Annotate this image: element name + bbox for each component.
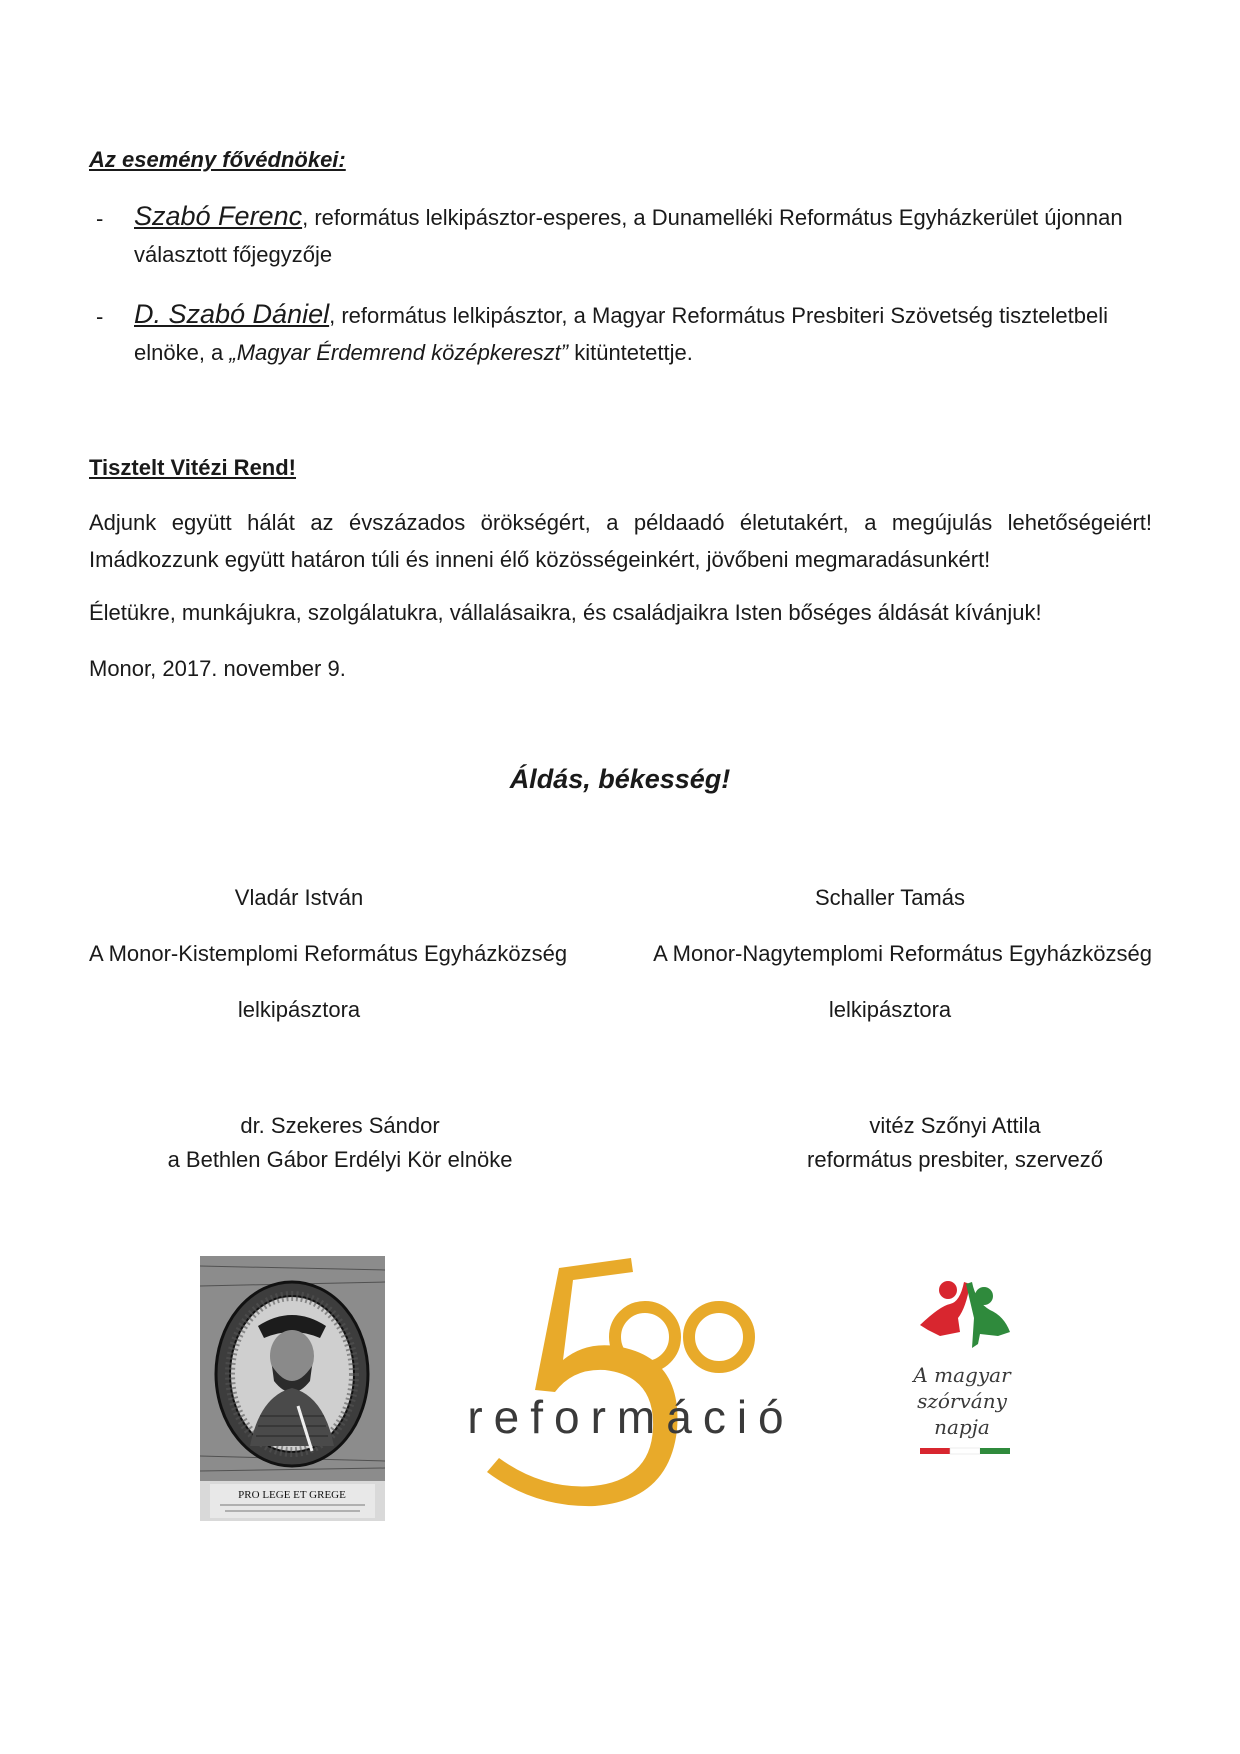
patron-description: , református lelkipásztor-esperes, a Dunamelléki Református Egyházkerület újonnan bbox=[302, 205, 1123, 230]
signature-block-right-2 bbox=[730, 1109, 1180, 1177]
reformation-500-logo bbox=[455, 1250, 800, 1520]
digit-five-shape bbox=[487, 1258, 677, 1506]
patron-name: D. Szabó Dániel bbox=[134, 299, 330, 329]
reformation-word: reformáció bbox=[467, 1391, 795, 1443]
signer-name: vitéz Szőnyi Attila bbox=[869, 1113, 1041, 1138]
bullet-dash: - bbox=[96, 206, 104, 231]
signer-role: református presbiter, szervező bbox=[807, 1147, 1103, 1172]
portrait-engraving-icon bbox=[200, 1256, 385, 1521]
greeting-paragraph-1: Adjunk együtt hálát az évszázados örökségért, a példaadó életutakért, a megújulás lehetőségeiért! Imádkozzunk együtt határon túli és inneni élő közösségeinkért, jövőbeni megmaradásunkért! bbox=[89, 510, 1152, 572]
signature-block-left bbox=[89, 883, 584, 1025]
signature-block-left-2 bbox=[140, 1109, 540, 1177]
portrait-caption: PRO LEGE ET GREGE bbox=[238, 1489, 346, 1501]
signer-role: lelkipásztora bbox=[828, 997, 952, 1022]
signer-role: a Bethlen Gábor Erdélyi Kör elnöke bbox=[167, 1147, 513, 1172]
signature-block-right bbox=[630, 883, 1152, 1025]
patron-item-2 bbox=[134, 296, 1152, 371]
patron-description: , református lelkipásztor, a Magyar Református Presbiteri Szövetség tiszteletbeli bbox=[329, 303, 1108, 328]
place-date: Monor, 2017. november 9. bbox=[89, 656, 346, 681]
award-name: „Magyar Érdemrend középkereszt” bbox=[229, 340, 569, 365]
patrons-heading: Az esemény fővédnökei: bbox=[89, 147, 346, 172]
signer-org: A Monor-Kistemplomi Református Egyházközség bbox=[89, 941, 568, 966]
diaspora-text-1: A magyar bbox=[913, 1363, 1011, 1387]
patron-item-1 bbox=[134, 198, 1152, 273]
patron-description-cont: választott főjegyzője bbox=[134, 242, 333, 267]
greeting-paragraph-2: Életükre, munkájukra, szolgálatukra, vállalásaikra, és családjaikra Isten bőséges áldását kívánjuk! bbox=[89, 600, 1042, 625]
signer-name: dr. Szekeres Sándor bbox=[240, 1113, 440, 1138]
greeting-heading: Tisztelt Vitézi Rend! bbox=[89, 455, 297, 480]
signer-org: A Monor-Nagytemplomi Református Egyházközség bbox=[653, 941, 1152, 966]
diaspora-text-2: szórvány bbox=[917, 1389, 1007, 1413]
bullet-dash: - bbox=[96, 304, 104, 329]
diaspora-day-logo bbox=[900, 1270, 1030, 1470]
patron-description-end: kitüntetettje. bbox=[568, 340, 693, 365]
digit-zero-shape bbox=[689, 1307, 749, 1367]
signer-role: lelkipásztora bbox=[237, 997, 361, 1022]
signer-name: Vladár István bbox=[234, 885, 364, 910]
bethlen-portrait-image bbox=[200, 1256, 385, 1521]
signer-name: Schaller Tamás bbox=[815, 885, 965, 910]
patron-name: Szabó Ferenc bbox=[134, 201, 303, 231]
patron-description-cont: elnöke, a bbox=[134, 340, 230, 365]
diaspora-text-3: napja bbox=[934, 1415, 990, 1439]
blessing-text: Áldás, békesség! bbox=[509, 764, 731, 794]
